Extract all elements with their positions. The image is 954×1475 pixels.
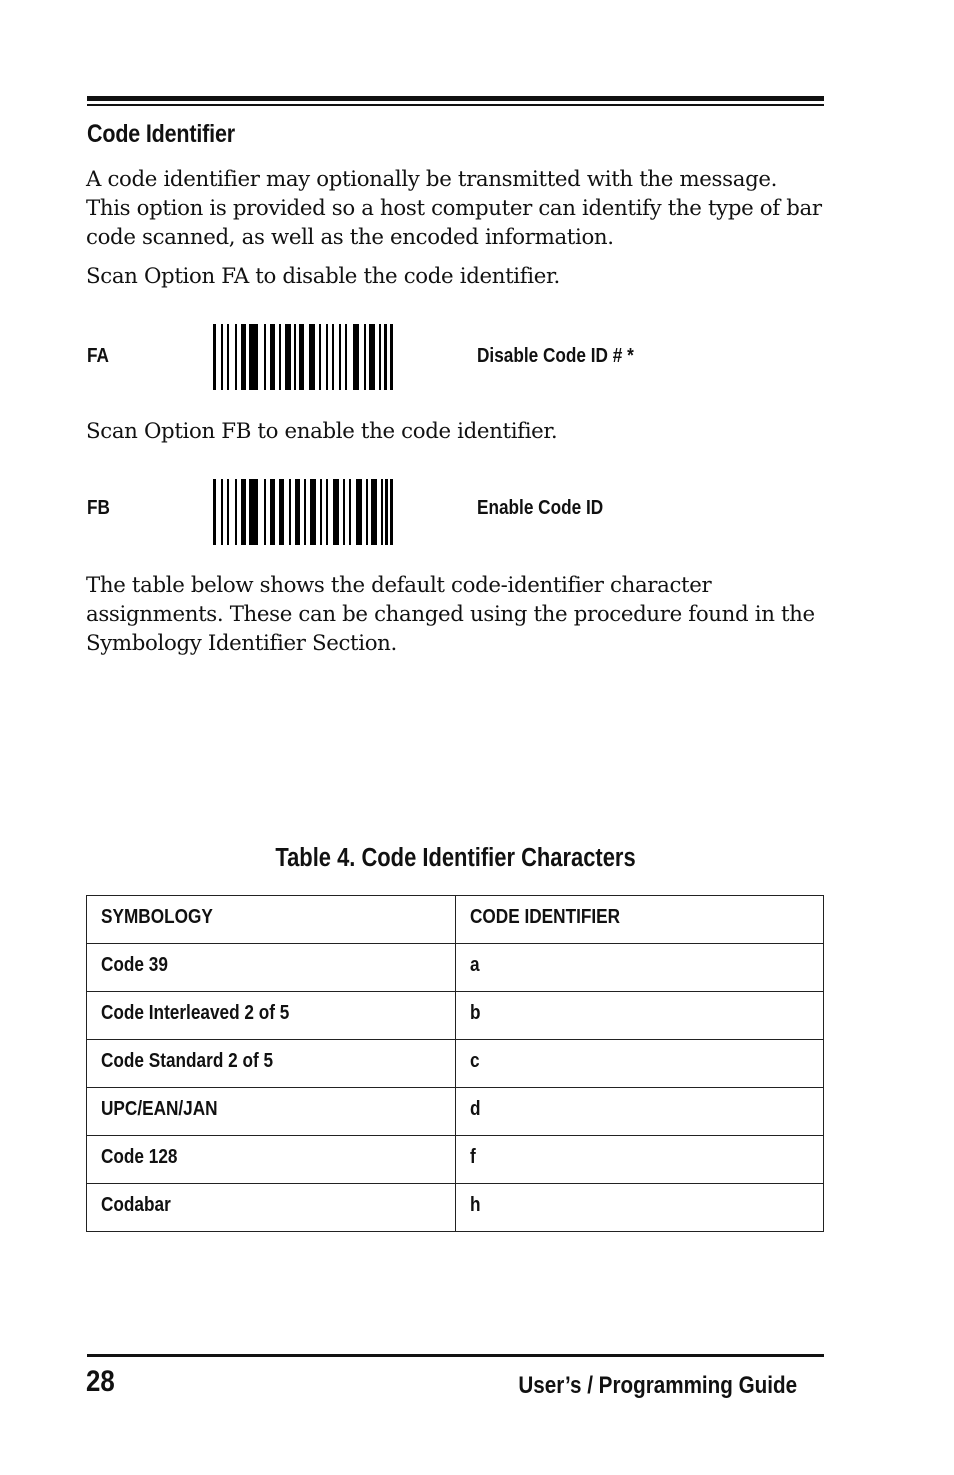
header-rule-thin xyxy=(87,104,824,106)
guide-title: User’s / Programming Guide xyxy=(518,1372,797,1399)
section-heading: Code Identifier xyxy=(87,120,235,148)
symbology-cell: Code Interleaved 2 of 5 xyxy=(87,992,456,1040)
table-row xyxy=(87,992,824,1040)
option-fb-label: FB xyxy=(87,497,110,519)
identifier-cell: a xyxy=(456,944,824,992)
table-row xyxy=(87,944,824,992)
table-row xyxy=(87,1088,824,1136)
page-number: 28 xyxy=(86,1365,115,1398)
identifier-cell: d xyxy=(456,1088,824,1136)
table-row xyxy=(87,1136,824,1184)
table-header-row xyxy=(87,896,824,944)
enable-instruction: Scan Option FB to enable the code identifier. xyxy=(86,419,558,444)
symbology-cell: Code 128 xyxy=(87,1136,456,1184)
option-fa-label: FA xyxy=(87,345,109,367)
symbology-cell: Codabar xyxy=(87,1184,456,1232)
identifier-cell: f xyxy=(456,1136,824,1184)
header-rule-thick xyxy=(87,96,824,101)
identifier-cell: c xyxy=(456,1040,824,1088)
table-row xyxy=(87,1040,824,1088)
code-identifier-table xyxy=(86,895,824,1232)
option-fa-description: Disable Code ID # * xyxy=(477,345,634,367)
table-note-paragraph: The table below shows the default code-identifier character assignments. These can be changed using the procedure found in the Symbology Identifier Section. xyxy=(86,573,815,656)
symbology-cell: Code Standard 2 of 5 xyxy=(87,1040,456,1088)
header-cell: SYMBOLOGY xyxy=(87,896,456,944)
intro-paragraph: A code identifier may optionally be transmitted with the message. This option is provided so a host computer can identify the type of bar code scanned, as well as the encoded information. xyxy=(86,167,822,250)
option-fa-barcode[interactable] xyxy=(213,324,393,390)
footer-rule xyxy=(87,1354,824,1357)
table-title: Table 4. Code Identifier Characters xyxy=(274,844,636,872)
disable-instruction: Scan Option FA to disable the code identifier. xyxy=(86,264,560,289)
identifier-cell: h xyxy=(456,1184,824,1232)
option-fb-description: Enable Code ID xyxy=(477,497,604,519)
identifier-cell: b xyxy=(456,992,824,1040)
symbology-cell: UPC/EAN/JAN xyxy=(87,1088,456,1136)
table-row xyxy=(87,1184,824,1232)
symbology-cell: Code 39 xyxy=(87,944,456,992)
header-cell: CODE IDENTIFIER xyxy=(456,896,824,944)
option-fb-barcode[interactable] xyxy=(213,479,393,545)
